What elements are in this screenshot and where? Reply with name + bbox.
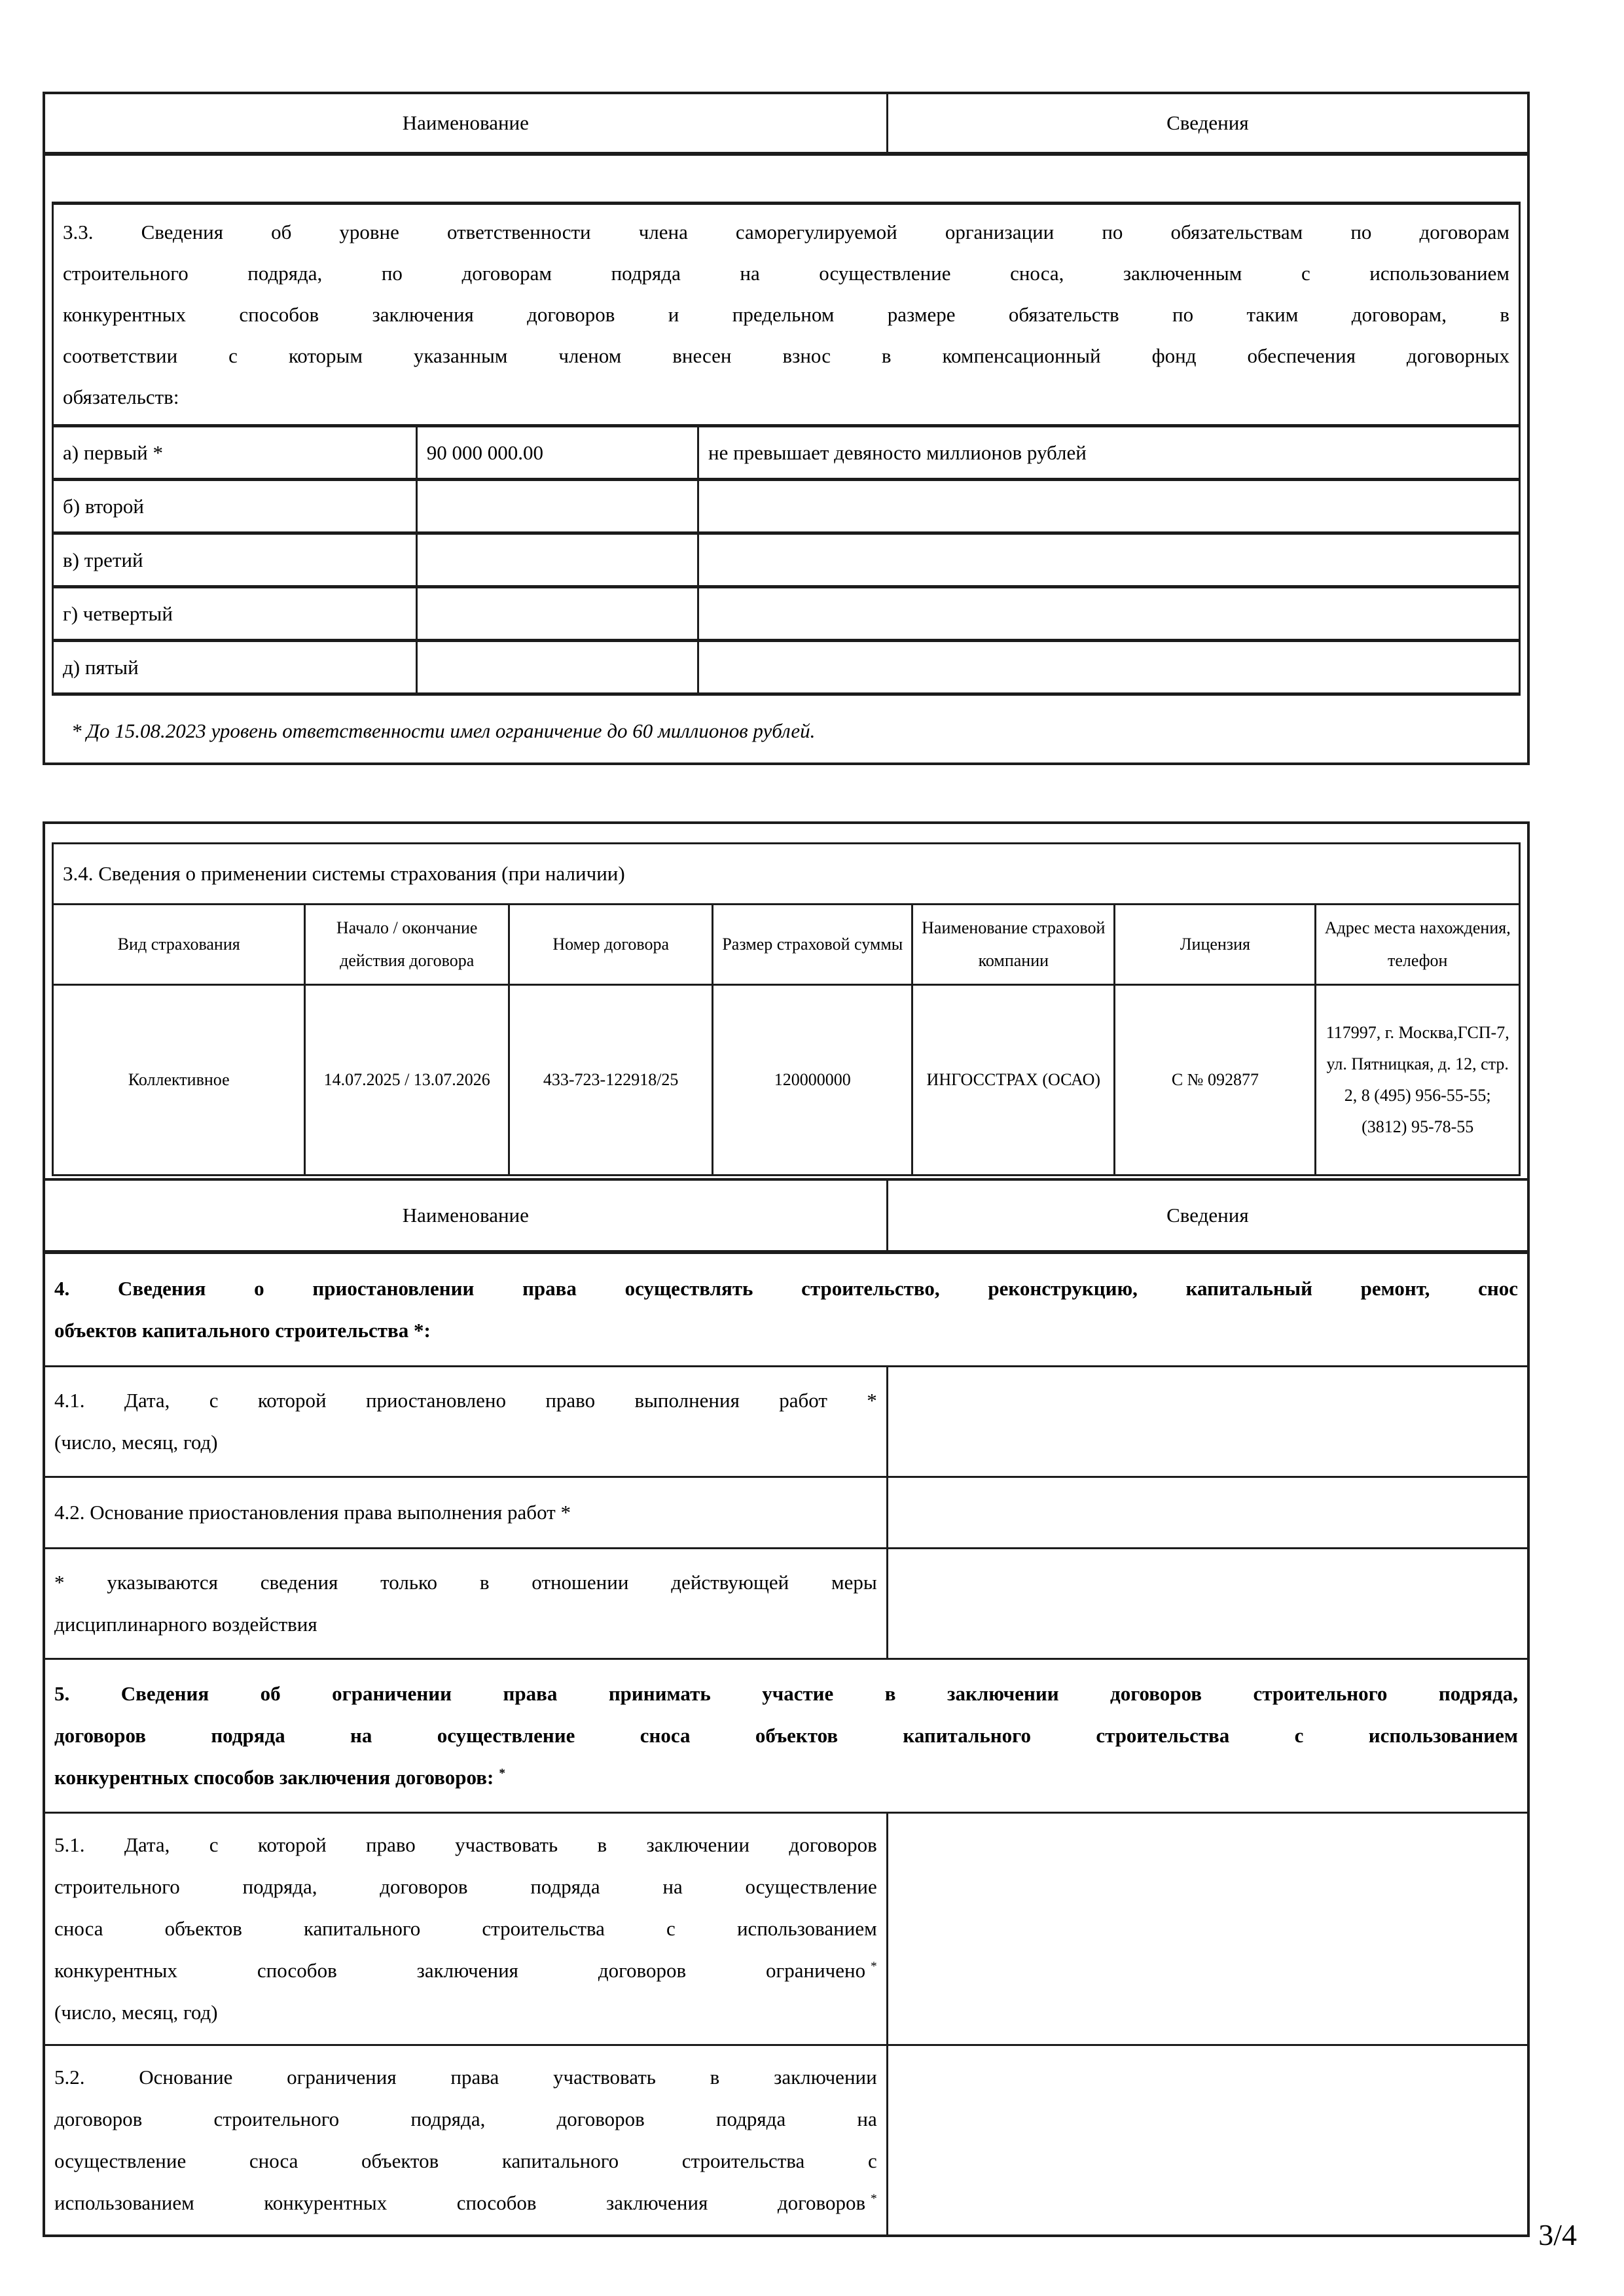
col-address-phone: Адрес места нахождения, телефон [1316,905,1520,985]
row-5-1 [44,1813,1528,2045]
level-amount [416,533,698,587]
section-4-title-row [44,1252,1528,1367]
paragraph-line: строительного подряда, по договорам подряда на осуществление сноса, заключенным с использованием [63,262,1509,285]
row-4-2-label [44,1477,887,1549]
section-34-cell [44,823,1528,1185]
level-amount [416,641,698,694]
page-number: 3/4 [1538,2218,1577,2251]
row-5-2-line-text: использованием конкурентных способов заключения договоров [54,2191,866,2214]
level-label: а) первый * [53,426,417,480]
row-4-1-line: (число, месяц, год) [54,1431,218,1454]
col-contract-number: Номер договора [509,905,712,985]
row-4-1-value [887,1367,1528,1477]
row-5-1-line: строительного подряда, договоров подряда на осуществление [54,1875,877,1898]
table-responsibility [43,92,1530,765]
col-contract-period: Начало / окончание действия договора [305,905,509,985]
insured-sum: 120000000 [713,985,912,1175]
row-footnote-4 [44,1549,1528,1659]
section-5-title [44,1659,1528,1813]
table-suspension-restriction [43,1178,1530,2237]
row-5-2-label [44,2045,887,2236]
table-a-body-row [44,154,1528,764]
section-33-paragraph-row [53,204,1520,426]
row-5-2-value [887,2045,1528,2236]
license-number: С № 092877 [1115,985,1316,1175]
section-4-line: объектов капитального строительства *: [54,1319,431,1342]
level-row-third [53,533,1520,587]
insurance-table [52,842,1521,1176]
row-5-1-line: 5.1. Дата, с которой право участвовать в заключении договоров [54,1833,877,1856]
row-5-2-line [54,2182,877,2224]
col-license: Лицензия [1115,905,1316,985]
paragraph-line: соответствии с которым указанным членом внесен взнос в компенсационный фонд обеспечения договорных [63,344,1509,367]
level-label: д) пятый [53,641,417,694]
level-row-fourth [53,587,1520,641]
level-label: в) третий [53,533,417,587]
row-4-2 [44,1477,1528,1549]
level-row-first [53,426,1520,480]
table-insurance-outer [43,821,1530,1187]
level-amount [416,480,698,533]
level-note [698,480,1520,533]
row-4-1-label [44,1367,887,1477]
insurer-address: 117997, г. Москва,ГСП-7, ул. Пятницкая, д. 12, стр. 2, 8 (495) 956-55-55; (3812) 95-78-55 [1316,985,1520,1175]
section-33-paragraph [53,204,1520,426]
row-5-1-line: сноса объектов капитального строительства с использованием [54,1917,877,1940]
insurer-name: ИНГОССТРАХ (ОСАО) [912,985,1115,1175]
section-4-line: 4. Сведения о приостановлении права осуществлять строительство, реконструкцию, капитальный ремонт, снос [54,1277,1518,1300]
row-4-2-value [887,1477,1528,1549]
level-label: г) четвертый [53,587,417,641]
contract-period: 14.07.2025 / 13.07.2026 [305,985,509,1175]
level-note: не превышает девяносто миллионов рублей [698,426,1520,480]
row-5-2-line: договоров строительного подряда, договоров подряда на [54,2108,877,2130]
paragraph-line: конкурентных способов заключения договоров и предельном размере обязательств по таким договорам, в [63,303,1509,326]
section-5-line: 5. Сведения об ограничении права принимать участие в заключении договоров строительного подряда, [54,1682,1518,1705]
footnote-4-value [887,1549,1528,1659]
level-amount [416,587,698,641]
section-5-title-row [44,1659,1528,1813]
section-4-title [44,1252,1528,1367]
footnote-4-label [44,1549,887,1659]
row-5-1-line-text: конкурентных способов заключения договоров ограничено [54,1959,866,1982]
level-note [698,641,1520,694]
level-row-second [53,480,1520,533]
row-5-2 [44,2045,1528,2236]
col-insured-sum: Размер страховой суммы [713,905,912,985]
paragraph-line: 3.3. Сведения об уровне ответственности члена саморегулируемой организации по обязательствам по договорам [63,221,1509,243]
table-a-header-name: Наименование [44,93,887,154]
row-5-1-line: (число, месяц, год) [54,2001,218,2024]
section-33-cell [44,154,1528,764]
table-c-header-name: Наименование [44,1179,887,1252]
level-amount: 90 000 000.00 [416,426,698,480]
table-c-header-info: Сведения [887,1179,1528,1252]
row-5-2-line: 5.2. Основание ограничения права участвовать в заключении [54,2066,877,2089]
table-a-header-row [44,93,1528,154]
row-5-1-line [54,1950,877,1992]
table-b-body-row [44,823,1528,1185]
section-5-line [54,1757,1518,1799]
section-5-line: договоров подряда на осуществление сноса объектов капитального строительства с использованием [54,1724,1518,1747]
asterisk-superscript: * [871,2191,877,2206]
row-5-1-label [44,1813,887,2045]
footnote-33: * До 15.08.2023 уровень ответственности имел ограничение до 60 миллионов рублей. [71,719,816,742]
insurance-data-row [53,985,1520,1175]
insurance-header-row [53,905,1520,985]
section-34-title: 3.4. Сведения о применении системы страхования (при наличии) [53,844,1520,905]
contract-number: 433-723-122918/25 [509,985,712,1175]
paragraph-line: обязательств: [63,386,179,408]
asterisk-superscript: * [499,1766,505,1780]
row-4-1-line: 4.1. Дата, с которой приостановлено право выполнения работ * [54,1389,877,1412]
footnote-4-line: дисциплинарного воздействия [54,1613,317,1636]
footnote-4-line: * указываются сведения только в отношении действующей меры [54,1571,877,1594]
row-5-1-value [887,1813,1528,2045]
row-5-2-line: осуществление сноса объектов капитального строительства с [54,2149,877,2172]
level-note [698,587,1520,641]
level-label: б) второй [53,480,417,533]
table-a-header-info: Сведения [887,93,1528,154]
level-note [698,533,1520,587]
level-row-fifth [53,641,1520,694]
col-insurer-name: Наименование страховой компании [912,905,1115,985]
asterisk-superscript: * [871,1959,877,1973]
section-34-title-row [53,844,1520,905]
table-c-header-row [44,1179,1528,1252]
responsibility-levels-table [52,202,1521,696]
section-5-line-text: конкурентных способов заключения договоров: [54,1766,494,1789]
row-4-2-line: 4.2. Основание приостановления права выполнения работ * [54,1501,571,1524]
col-insurance-type: Вид страхования [53,905,305,985]
insurance-type: Коллективное [53,985,305,1175]
row-4-1 [44,1367,1528,1477]
